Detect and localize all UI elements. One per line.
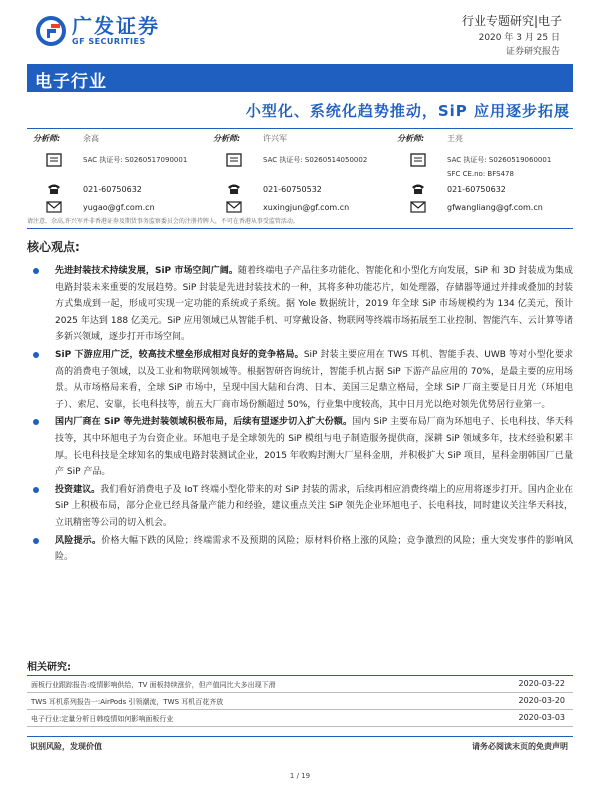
bullet-dot-icon: [33, 268, 39, 274]
bullet-body: 我们看好消费电子及 IoT 终端小型化带来的对 SiP 封装的需求，后续再相应消费终端上的应用将逐步打开。国内企业在 SiP 上积极布局，部分企业已经具备量产能力和经验，建议重点关注 SiP 领先企业环旭电子、长电科技，同时建议关注华天科技，立讯精密等公司的切入机会。: [55, 484, 573, 528]
industry-title: 电子行业: [35, 72, 107, 92]
analyst-email[interactable]: gfwangliang@gf.com.cn: [447, 202, 543, 212]
related-research: [27, 658, 573, 727]
analyst-disclaimer: 请注意，余高,许兴军并非香港证券及期货事务监察委员会的注册持牌人，不可在香港从事受监管活动。: [27, 218, 299, 225]
phone-icon: [223, 182, 245, 196]
analyst-sac: SAC 执证号: S0260517090001: [83, 156, 188, 164]
related-research-row[interactable]: [27, 710, 573, 727]
footer-divider: [27, 736, 573, 737]
analyst-email[interactable]: xuxingjun@gf.com.cn: [263, 202, 350, 212]
analyst-role: 分析师:: [33, 134, 61, 143]
report-kind: 证券研究报告: [505, 47, 560, 57]
analyst-sac: SAC 执证号: S0260514050002: [263, 156, 368, 164]
list-item: [27, 533, 573, 566]
list-item: [27, 347, 573, 413]
bullet-lead: 风险提示。: [55, 535, 102, 546]
bullet-lead: SiP 下游应用广泛，较高技术壁垒形成相对良好的竞争格局。: [55, 349, 304, 360]
bullet-body: 价格大幅下跌的风险；终端需求不及预期的风险；原材料价格上涨的风险；竞争激烈的风险；重大突发事件的影响风险。: [55, 535, 573, 563]
report-date: 2020 年 3 月 25 日: [478, 33, 560, 43]
bullet-lead: 国内厂商在 SiP 等先进封装领域积极布局，后续有望逐步切入扩大份额。: [55, 417, 353, 428]
related-research-title[interactable]: 电子行业:定量分析日韩疫情如何影响面板行业: [31, 715, 174, 723]
related-research-date: 2020-03-03: [518, 713, 565, 722]
related-research-date: 2020-03-22: [518, 679, 565, 688]
list-item: [27, 263, 573, 346]
logo-english-name: GF SECURITIES: [72, 36, 146, 46]
related-research-date: 2020-03-20: [518, 696, 565, 705]
analyst-section: [27, 128, 573, 214]
gf-logo-icon: [36, 16, 66, 46]
page-number: 1 / 19: [289, 772, 311, 780]
related-research-title[interactable]: 面板行业跟踪报告:疫情影响供给，TV 面板持续涨价，但产值同比大多出现下滑: [31, 681, 276, 689]
logo-chinese-name: 广发证券: [72, 13, 160, 38]
bullet-lead: 先进封装技术持续发展，SiP 市场空间广阔。: [55, 266, 238, 276]
analyst-name: 王亮: [447, 134, 463, 143]
industry-banner: [27, 64, 573, 92]
analyst-email[interactable]: yugao@gf.com.cn: [83, 202, 155, 212]
certificate-icon: [407, 153, 429, 167]
report-header: [0, 0, 600, 60]
list-item: [27, 414, 573, 480]
bullet-lead: 投资建议。: [55, 484, 101, 495]
certificate-icon: [223, 153, 245, 167]
analyst-sac: SAC 执证号: S0260519060001: [447, 156, 552, 164]
bullet-dot-icon: [33, 487, 39, 493]
analyst-name: 许兴军: [263, 134, 287, 143]
certificate-icon: [43, 153, 65, 167]
email-icon: [43, 200, 65, 214]
analyst-phone: 021-60750632: [447, 184, 506, 194]
phone-icon: [43, 182, 65, 196]
footer-slogan: 识别风险，发现价值: [30, 742, 102, 751]
divider: [27, 228, 573, 229]
analyst-role: 分析师:: [397, 134, 425, 143]
analyst-phone: 021-60750632: [83, 184, 142, 194]
bullet-body: 随着终端电子产品往多功能化、智能化和小型化方向发展，SiP 和 3D 封装成为集成电路封装未来重要的发展趋势。SiP 封装是先进封装技术的一种，其将多种功能芯片，如处理器，存储器等通过并排或叠加的封装方式集成到一起，形成可实现一定功能的系统或子系统。据 Yole 数据统计，2019 年全球 SiP 市场规模约为 134 亿美元，预计 2025 年达到 188 亿美元。SiP 应用领域已从智能手机、可穿戴设备、物联网等终端市场拓展至工业控制、智能汽车、云计算等诸多新兴领域，逐步打开市场空间。: [55, 266, 573, 343]
footer-disclaimer-note: 请务必阅读末页的免责声明: [472, 742, 568, 751]
related-research-heading: 相关研究:: [27, 658, 573, 676]
bullet-dot-icon: [33, 538, 39, 544]
analyst-phone: 021-60750532: [263, 184, 322, 194]
report-type: 行业专题研究|电子: [461, 14, 562, 28]
bullet-body: 国内 SiP 主要布局厂商为环旭电子、长电科技、华天科技等，其中环旭电子为台资企业。环旭电子是全球领先的 SiP 模组与电子制造服务提供商，深耕 SiP 领域多年，技术经验积累丰厚。长电科技是全球知名的集成电路封装测试企业，2015 年收购封测大厂星科金朋，并积极扩大 SiP 项目，星科金朋韩国厂已量产 SiP 产品。: [55, 417, 573, 478]
email-icon: [223, 200, 245, 214]
phone-icon: [407, 182, 429, 196]
list-item: [27, 482, 573, 532]
related-research-title[interactable]: TWS 耳机系列报告一:AirPods 引领潮流，TWS 耳机百花齐放: [31, 698, 224, 706]
analyst-sfc: SFC CE.no: BFS478: [447, 170, 514, 178]
related-research-row[interactable]: [27, 676, 573, 693]
report-title: 小型化、系统化趋势推动，SiP 应用逐步拓展: [245, 102, 570, 120]
analyst-role: 分析师:: [213, 134, 241, 143]
bullet-dot-icon: [33, 419, 39, 425]
bullet-dot-icon: [33, 352, 39, 358]
email-icon: [407, 200, 429, 214]
core-views-list: [27, 263, 573, 567]
related-research-row[interactable]: [27, 693, 573, 710]
bullet-body: SiP 封装主要应用在 TWS 耳机、智能手表、UWB 等对小型化要求高的消费电子领域，以及工业和物联网领域等。根据智研咨询统计，智能手机占据 SiP 下游产品应用的 70%，是最主要的应用场景。从市场格局来看，全球 SiP 市场中，呈现中国大陆和台湾、日本、美国三足鼎立格局，全球 SiP 厂商主要是日月光（环旭电子）、索尼、安靠，长电科技等，前五大厂商市场份额超过 50%，行业集中度较高，其中日月光以绝对领先优势居行业第一。: [55, 349, 573, 410]
core-views-heading: 核心观点:: [27, 240, 80, 254]
analyst-name: 余高: [83, 134, 99, 143]
company-logo: [36, 14, 176, 48]
